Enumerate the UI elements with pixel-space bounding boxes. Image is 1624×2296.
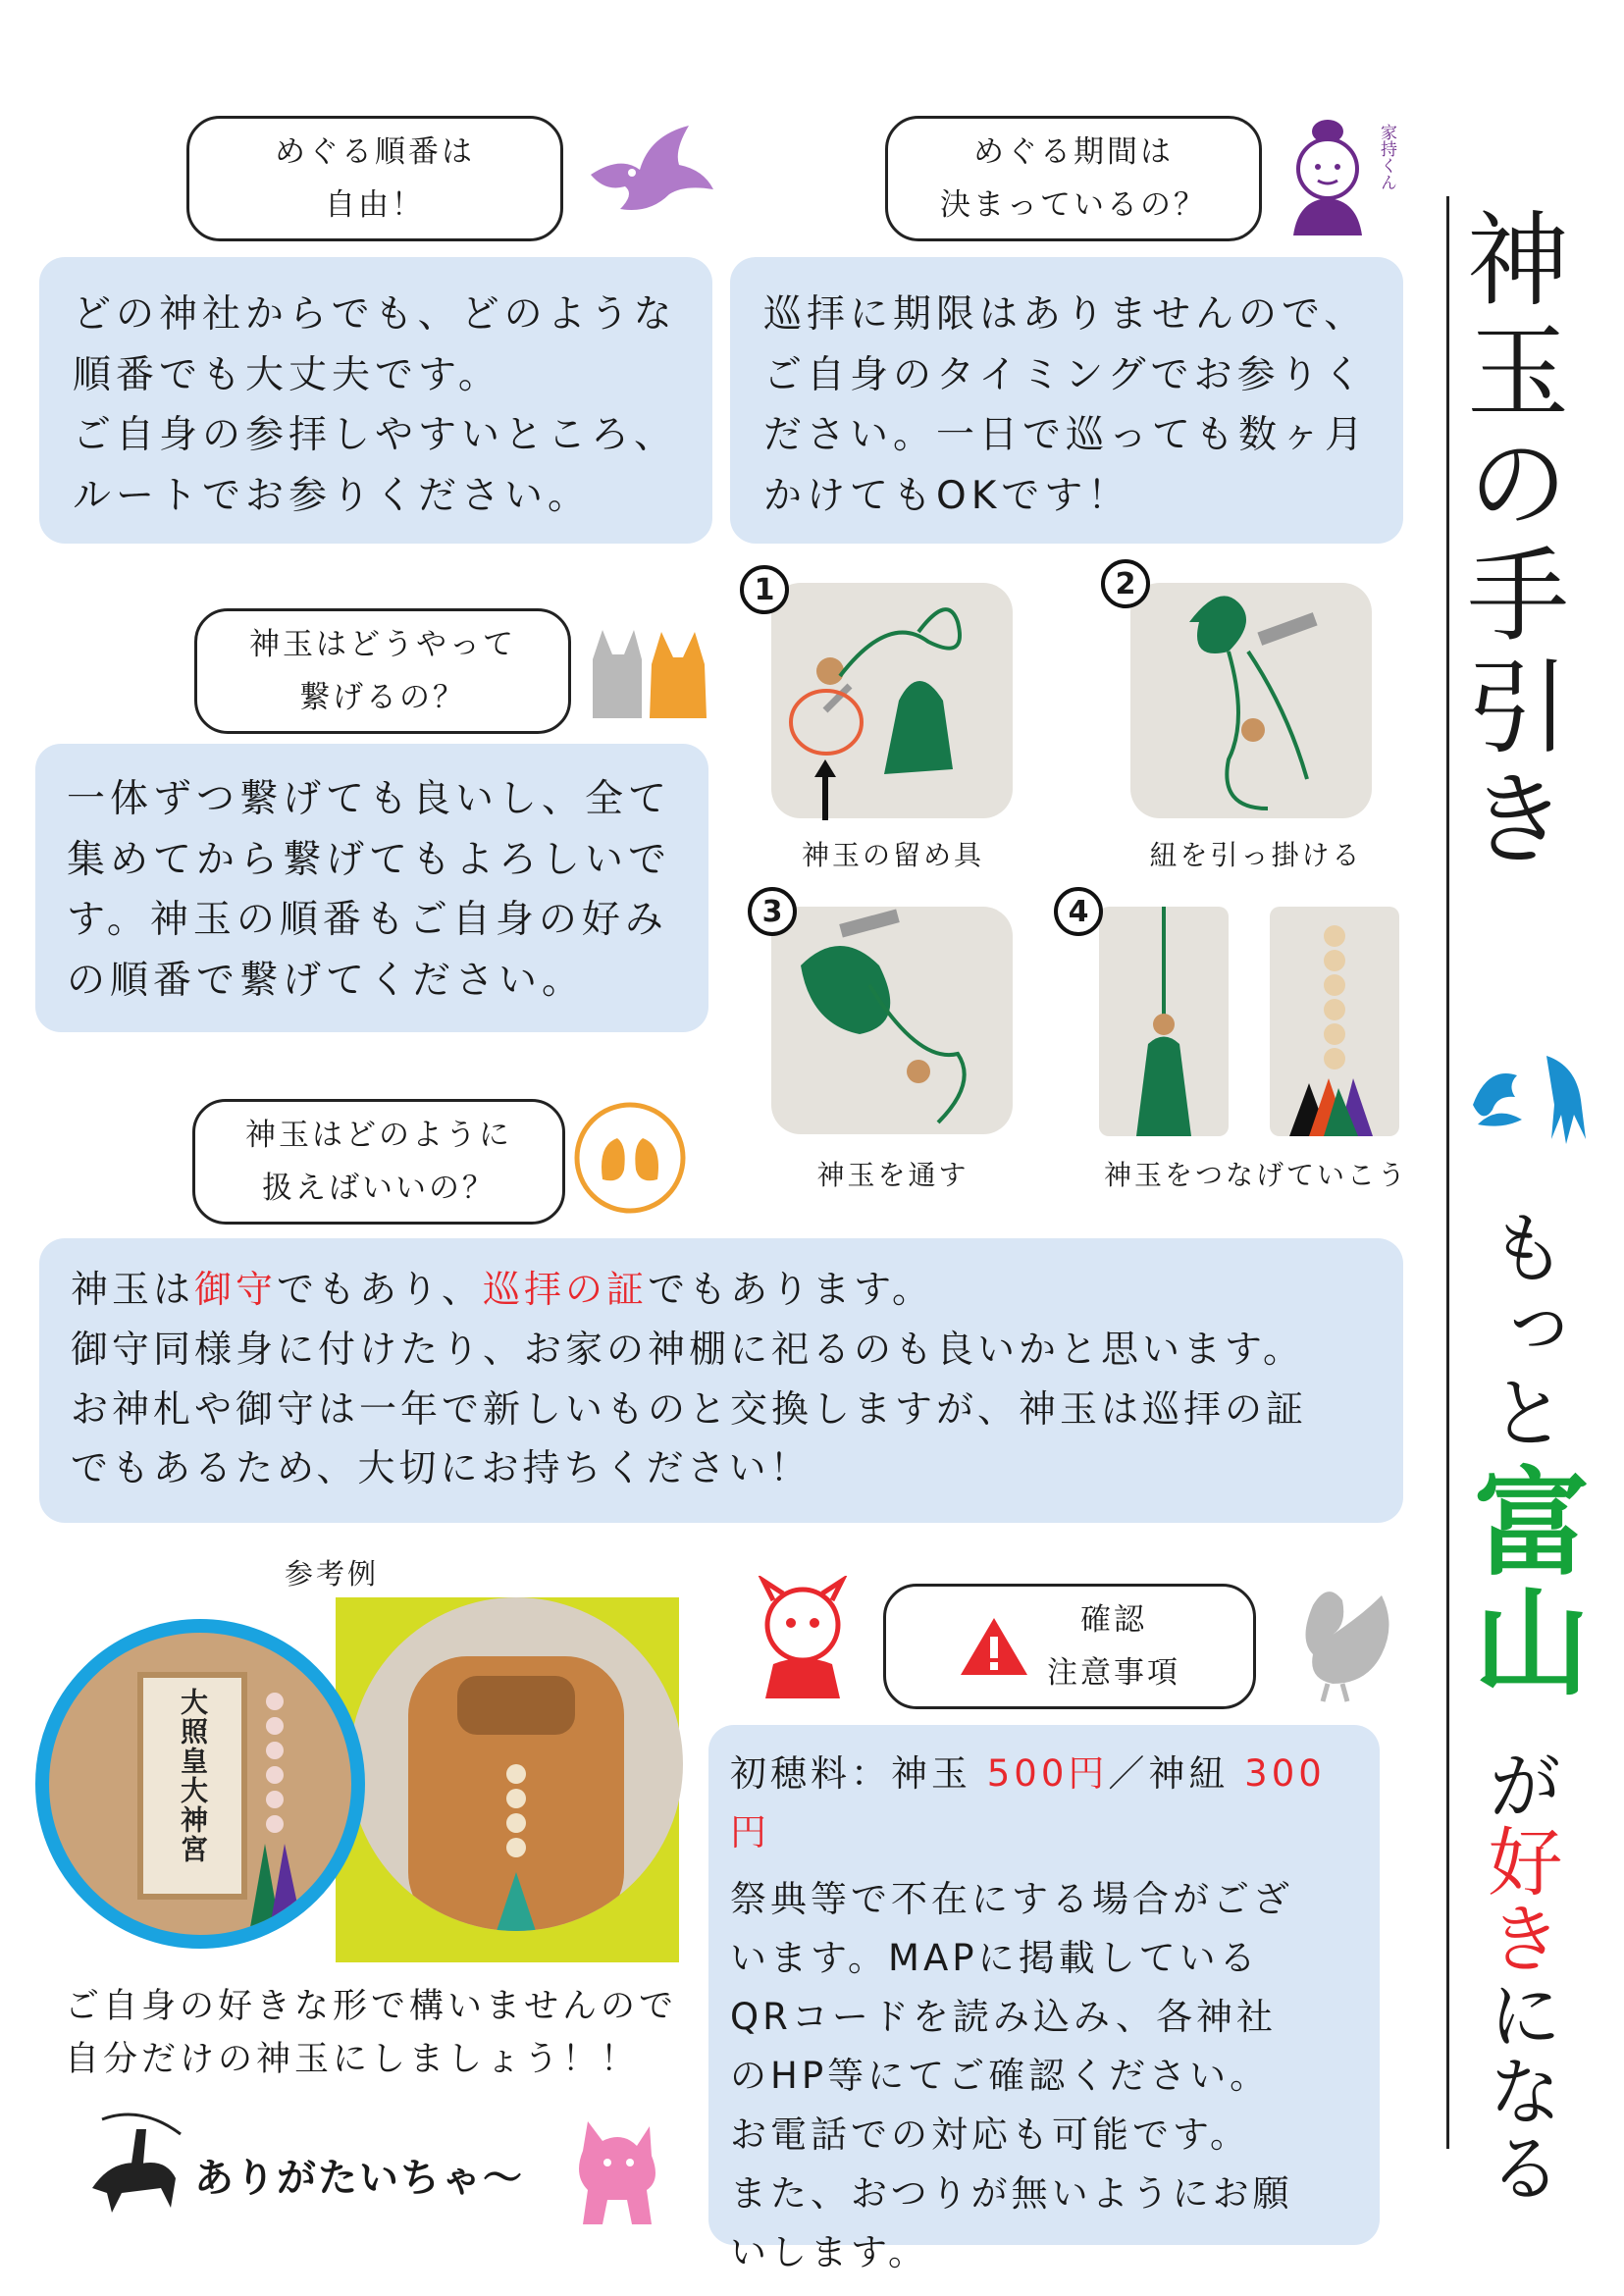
subtitle-suki-highlight: 好き	[1476, 1823, 1563, 1976]
step4-number-badge: 4	[1054, 887, 1103, 936]
handling-panel	[39, 1238, 1403, 1523]
cat-and-dog-icon	[585, 620, 712, 718]
step1-caption: 神玉の留め具	[801, 839, 984, 871]
clasp-highlight-circle	[785, 687, 867, 757]
period-pill-line1: めぐる期間は	[973, 133, 1174, 170]
notice-body-line: 祭典等で不在にする場合がござ	[730, 1877, 1293, 1920]
handling-line2: 御守同様身に付けたり、お家の神棚に祀るのも良いかと思います。	[71, 1327, 1304, 1371]
period-pill-line2: 決まっているの？	[940, 187, 1207, 223]
step2-photo	[1130, 583, 1372, 818]
main-title: 神玉の手引き	[1449, 206, 1569, 877]
step3-number-badge: 3	[748, 887, 797, 936]
handling-line1-a: 神玉は	[71, 1268, 195, 1311]
order-pill-line1: めぐる順番は	[275, 133, 475, 170]
example-bag-photo	[349, 1597, 683, 1931]
handling-pill-line1: 神玉はどのように	[245, 1117, 512, 1153]
subtitle-toyama: 富山	[1454, 1462, 1590, 1701]
connect-pill-line2: 繋げるの？	[299, 680, 466, 715]
wave-and-squid-icon	[1468, 1046, 1596, 1154]
connect-pill-line1: 神玉はどうやって	[249, 626, 516, 662]
subtitle-suki	[1476, 1747, 1563, 2206]
subtitle-ga: が	[1476, 1747, 1563, 1823]
period-body-line: ご自身のタイミングでお参りく	[763, 352, 1367, 397]
connect-body-line: す。神玉の順番もご自身の好み	[67, 898, 668, 943]
subtitle-ni-naru: になる	[1476, 1976, 1563, 2206]
cord-label: ／神紐	[1108, 1752, 1245, 1795]
order-body-line: 順番でも大丈夫です。	[73, 352, 501, 397]
slogan-text: ありがたいちゃ～	[194, 2156, 524, 2201]
notice-pill-line1: 確認	[1080, 1601, 1147, 1638]
twin-birds-emblem-icon	[573, 1101, 687, 1215]
step4-caption: 神玉をつなげていこう	[1103, 1159, 1408, 1191]
notice-body-line: QRコードを読み込み、各神社	[730, 1995, 1278, 2038]
notice-body-line: のHP等にてご確認ください。	[730, 2054, 1271, 2097]
order-question-pill	[186, 116, 563, 241]
period-body-line: 巡拝に期限はありませんので、	[763, 292, 1368, 337]
up-arrow-icon	[811, 756, 840, 824]
period-body-line: かけてもOKです！	[763, 473, 1131, 518]
notice-pill-line2: 注意事項	[1047, 1655, 1180, 1691]
handling-line1-c: でもあり、	[277, 1268, 484, 1311]
handling-line1-e: でもあります。	[648, 1268, 934, 1311]
period-question-pill	[885, 116, 1262, 241]
notice-body-line: お電話での対応も可能です。	[730, 2113, 1251, 2156]
order-body-line: どの神社からでも、どのような	[73, 292, 677, 337]
notice-body-line: いします。	[730, 2230, 929, 2273]
order-panel	[39, 257, 712, 544]
bird-illustration-icon	[581, 116, 718, 224]
character-mascot-icon	[1274, 110, 1401, 235]
connect-body-line: の順番で繋げてください。	[67, 958, 586, 1003]
step3-photo	[771, 907, 1013, 1134]
notice-body-line: また、おつりが無いようにお願	[730, 2171, 1293, 2215]
character-label: 家持くん	[1377, 124, 1396, 190]
connect-panel	[35, 744, 708, 1032]
handling-line1	[71, 1260, 1372, 1320]
pilgrimage-proof-highlight: 巡拝の証	[483, 1268, 649, 1311]
period-panel	[730, 257, 1403, 544]
example-caption-line1: ご自身の好きな形で構いませんので	[65, 1987, 678, 2026]
notice-body-line: います。MAPに掲載している	[730, 1936, 1260, 1979]
handling-question-pill	[192, 1099, 565, 1225]
warning-icon	[959, 1615, 1029, 1678]
order-body-line: ご自身の参拝しやすいところ、	[73, 413, 678, 458]
tama-price: 500円	[986, 1752, 1109, 1795]
handling-pill-line2: 扱えばいいの？	[262, 1171, 496, 1206]
step3-caption: 神玉を通す	[816, 1159, 969, 1191]
order-pill-line2: 自由！	[325, 187, 425, 223]
example-shrine-photo	[35, 1619, 365, 1949]
period-body-line: ださい。一日で巡っても数ヶ月	[763, 413, 1369, 458]
step1-number-badge: 1	[740, 565, 789, 614]
red-oni-icon	[734, 1576, 871, 1705]
example-caption	[65, 1980, 677, 2087]
example-caption-line2: 自分だけの神玉にしましょう！！	[65, 2040, 640, 2080]
cord-price: 300円	[730, 1752, 1326, 1853]
connect-body-line: 集めてから繋げてもよろしいで	[67, 837, 672, 882]
step4a-photo	[1099, 907, 1229, 1136]
notice-panel	[708, 1725, 1380, 2273]
rooster-icon	[1274, 1576, 1401, 1703]
subtitle-motto: もっと	[1476, 1207, 1567, 1454]
notice-pill	[883, 1584, 1256, 1709]
step4b-photo	[1270, 907, 1399, 1136]
example-shrine-board	[137, 1672, 247, 1900]
fee-label: 初穂料：神玉	[730, 1752, 987, 1795]
shrine-board-text: 大照皇大神宮	[177, 1688, 209, 1864]
step2-number-badge: 2	[1101, 559, 1150, 608]
step2-caption: 紐を引っ掛ける	[1149, 839, 1363, 871]
omamori-highlight: 御守	[194, 1268, 278, 1311]
pink-dog-icon	[563, 2112, 681, 2227]
connect-question-pill	[194, 608, 571, 734]
order-body-line: ルートでお参りください。	[73, 473, 592, 518]
example-label: 参考例	[285, 1557, 380, 1591]
fee-line	[730, 1745, 1358, 1862]
samurai-horse-icon	[82, 2110, 192, 2218]
handling-line4: でもあるため、大切にお持ちください！	[71, 1446, 812, 1490]
connect-body-line: 一体ずつ繋げても良いし、全て	[67, 777, 672, 821]
handling-line3: お神札や御守は一年で新しいものと交換しますが、神玉は巡拝の証	[71, 1386, 1308, 1431]
